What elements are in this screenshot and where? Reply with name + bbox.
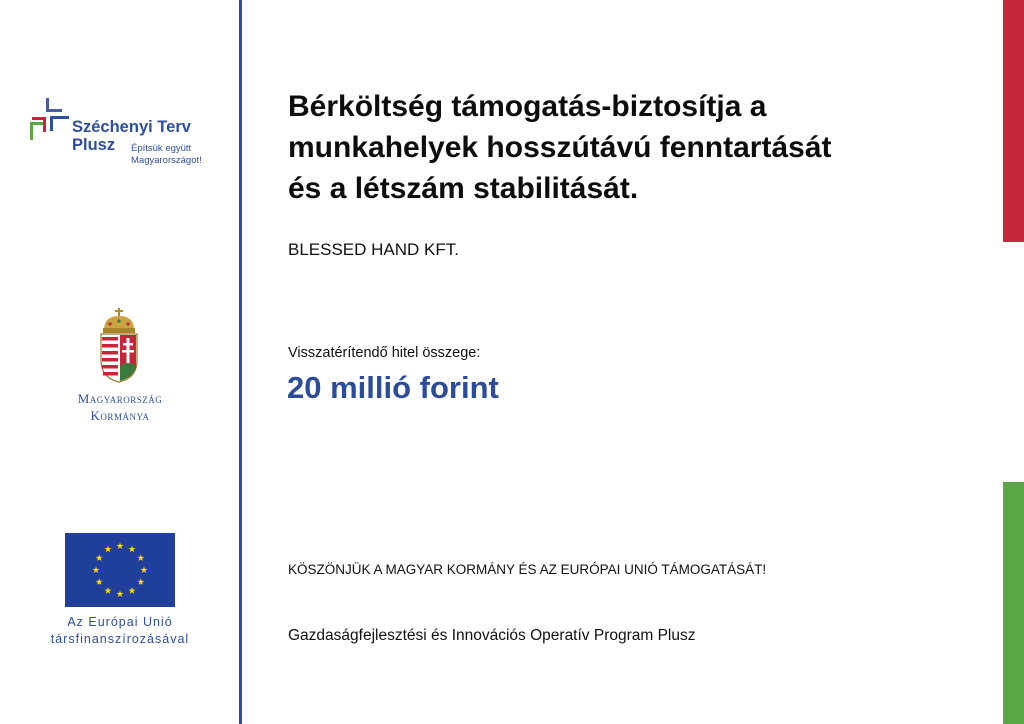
headline-line-3: és a létszám stabilitását. <box>288 172 639 205</box>
szechenyi-tagline-line-1: Építsük együtt <box>131 143 192 154</box>
headline-line-2: munkahelyek hosszútávú fenntartását <box>288 131 832 164</box>
government-label-line-1: Magyarország <box>77 391 163 406</box>
headline-line-1: Bérköltség támogatás-biztosítja a <box>288 90 767 123</box>
loan-amount-value: 20 millió forint <box>287 370 499 405</box>
company-name: BLESSED HAND KFT. <box>288 240 459 259</box>
government-label <box>30 390 210 424</box>
coat-of-arms-icon <box>98 308 140 384</box>
eu-cofinancing-label <box>30 614 210 648</box>
szechenyi-logo <box>28 96 228 176</box>
thanks-statement: KÖSZÖNJÜK A MAGYAR KORMÁNY ÉS AZ EURÓPAI UNIÓ TÁMOGATÁSÁT! <box>288 562 767 577</box>
szechenyi-tagline <box>131 143 202 167</box>
government-label-line-2: Kormánya <box>90 408 150 423</box>
headline <box>288 86 988 209</box>
eu-label-line-2: társfinanszírozásával <box>50 632 190 646</box>
szechenyi-title: Széchenyi Terv <box>72 118 191 136</box>
eu-label-line-1: Az Európai Unió <box>67 615 173 629</box>
vertical-divider <box>239 0 242 724</box>
szechenyi-plusz: Plusz <box>72 136 116 154</box>
flag-stripe-red <box>1003 0 1024 242</box>
loan-amount-label: Visszatérítendő hitel összege: <box>288 345 481 361</box>
program-name: Gazdaságfejlesztési és Innovációs Operatív Program Plusz <box>288 627 696 644</box>
szechenyi-tagline-line-2: Magyarországot! <box>131 155 202 166</box>
szechenyi-cross-icon <box>28 96 78 146</box>
flag-stripe-green <box>1003 482 1024 724</box>
eu-flag-icon <box>65 533 175 607</box>
